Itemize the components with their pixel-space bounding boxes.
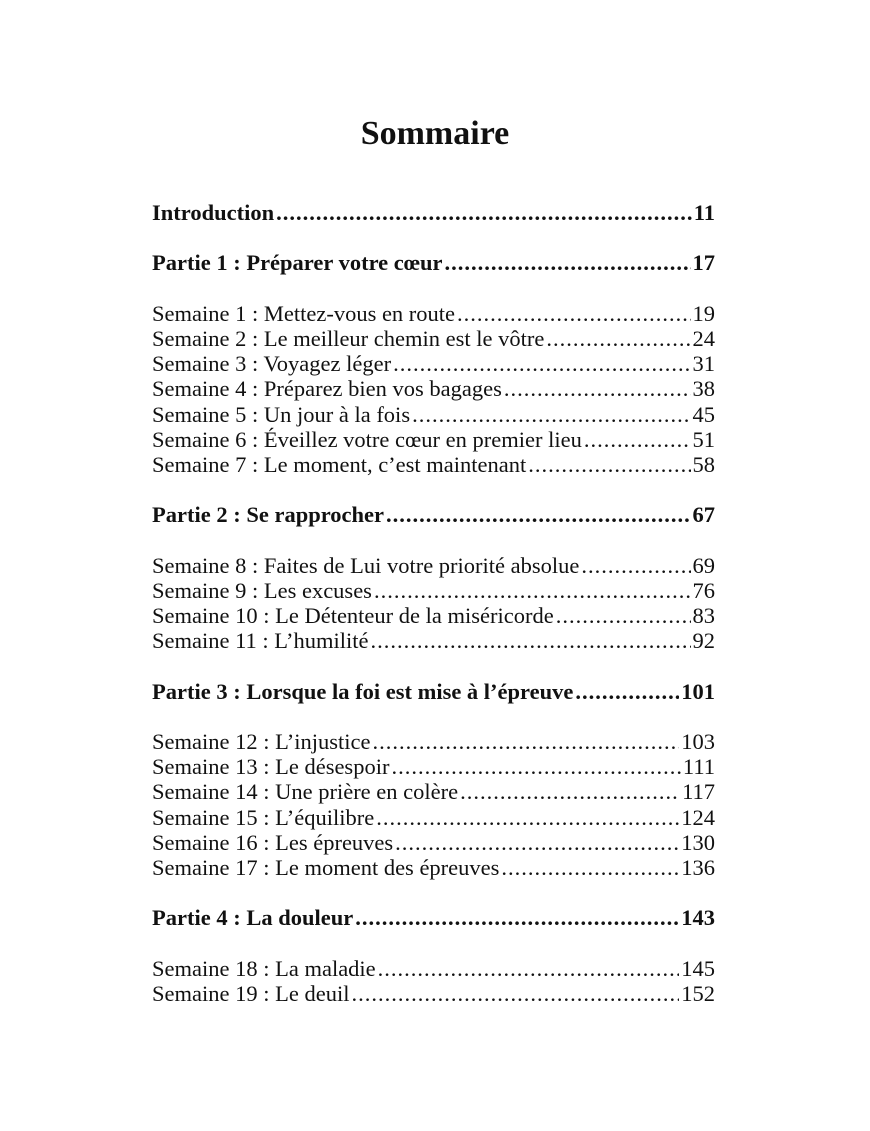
- toc-dot-leader: [575, 679, 679, 704]
- toc-spacer: [152, 225, 715, 250]
- toc-dot-leader: [378, 956, 680, 981]
- toc-dot-leader: [355, 905, 679, 930]
- toc-week-entry: [152, 603, 715, 628]
- toc-dot-leader: [395, 830, 679, 855]
- toc-week-entry: [152, 855, 715, 880]
- toc-page-number: 92: [692, 628, 715, 654]
- toc-entry-label: Semaine 8 : Faites de Lui votre priorité absolue: [152, 552, 580, 578]
- toc-dot-leader: [584, 427, 691, 452]
- toc-entry-label: Partie 2 : Se rapprocher: [152, 502, 385, 528]
- toc-page-number: 31: [692, 351, 715, 377]
- toc-entry-label: Semaine 5 : Un jour à la fois: [152, 401, 411, 427]
- toc-dot-leader: [501, 855, 679, 880]
- toc-dot-leader: [556, 603, 691, 628]
- toc-week-entry: [152, 981, 715, 1006]
- toc-part-entry: [152, 502, 715, 527]
- toc-entry-label: Semaine 17 : Le moment des épreuves: [152, 854, 500, 880]
- toc-dot-leader: [412, 402, 690, 427]
- toc-dot-leader: [546, 326, 690, 351]
- toc-week-entry: [152, 452, 715, 477]
- toc-week-entry: [152, 553, 715, 578]
- toc-page-number: 143: [681, 905, 715, 931]
- toc-week-entry: [152, 754, 715, 779]
- toc-entry-label: Semaine 14 : Une prière en colère: [152, 779, 459, 805]
- toc-dot-leader: [581, 553, 690, 578]
- toc-dot-leader: [393, 351, 690, 376]
- toc-dot-leader: [351, 981, 679, 1006]
- toc-spacer: [152, 930, 715, 955]
- toc-week-entry: [152, 427, 715, 452]
- toc-page-number: 58: [692, 451, 715, 477]
- toc-page-number: 19: [692, 300, 715, 326]
- toc-page-number: 103: [681, 728, 715, 754]
- toc-entry-label: Semaine 16 : Les épreuves: [152, 829, 394, 855]
- toc-week-entry: [152, 729, 715, 754]
- toc-dot-leader: [528, 452, 690, 477]
- toc-entry-label: Partie 1 : Préparer votre cœur: [152, 250, 443, 276]
- toc-week-entry: [152, 578, 715, 603]
- toc-entry-label: Semaine 1 : Mettez-vous en route: [152, 300, 456, 326]
- toc-page-number: 45: [692, 401, 715, 427]
- toc-page-number: 145: [681, 955, 715, 981]
- toc-entry-label: Semaine 7 : Le moment, c’est maintenant: [152, 451, 527, 477]
- toc-spacer: [152, 477, 715, 502]
- toc-page-number: 136: [681, 854, 715, 880]
- toc-page-number: 17: [692, 250, 715, 276]
- toc-entry-label: Semaine 13 : Le désespoir: [152, 754, 390, 780]
- toc-dot-leader: [386, 502, 690, 527]
- toc-dot-leader: [373, 729, 680, 754]
- page-title: Sommaire: [360, 115, 510, 152]
- toc-week-entry: [152, 830, 715, 855]
- toc-page-number: 101: [681, 678, 715, 704]
- toc-entry-label: Partie 4 : La douleur: [152, 905, 354, 931]
- toc-dot-leader: [445, 250, 691, 275]
- toc-page-number: 38: [692, 376, 715, 402]
- toc-page-number: 117: [682, 779, 715, 805]
- toc-page-number: 83: [692, 603, 715, 628]
- toc-entry-label: Semaine 18 : La maladie: [152, 955, 376, 981]
- toc-page-number: 67: [692, 502, 715, 528]
- toc-entry-label: Semaine 3 : Voyagez léger: [152, 351, 392, 377]
- toc-spacer: [152, 527, 715, 552]
- toc-spacer: [152, 880, 715, 905]
- toc-page-number: 69: [692, 552, 715, 578]
- toc-week-entry: [152, 326, 715, 351]
- toc-dot-leader: [460, 779, 680, 804]
- toc-page-number: 11: [693, 200, 715, 225]
- toc-entry-label: Semaine 11 : L’humilité: [152, 628, 369, 654]
- toc-entry-label: Semaine 9 : Les excuses: [152, 577, 372, 603]
- toc-part-entry: [152, 679, 715, 704]
- toc-part-entry: [152, 905, 715, 930]
- toc-entry-label: Semaine 4 : Préparez bien vos bagages: [152, 376, 502, 402]
- toc-page-number: 51: [692, 426, 715, 452]
- toc-page-number: 152: [681, 980, 715, 1006]
- toc-dot-leader: [374, 578, 691, 603]
- toc-page-number: 111: [682, 754, 715, 780]
- toc-page-number: 130: [681, 829, 715, 855]
- toc-spacer: [152, 276, 715, 301]
- toc-week-entry: [152, 956, 715, 981]
- toc-week-entry: [152, 402, 715, 427]
- toc-dot-leader: [391, 754, 680, 779]
- toc-week-entry: [152, 805, 715, 830]
- toc-week-entry: [152, 628, 715, 653]
- toc-entry-label: Partie 3 : Lorsque la foi est mise à l’épreuve: [152, 678, 574, 704]
- toc-dot-leader: [504, 376, 691, 401]
- toc-page-number: 24: [692, 325, 715, 351]
- toc-entry-label: Semaine 12 : L’injustice: [152, 728, 371, 754]
- toc-week-entry: [152, 779, 715, 804]
- toc-entry-label: Semaine 15 : L’équilibre: [152, 804, 375, 830]
- toc-page-number: 124: [681, 804, 715, 830]
- toc-dot-leader: [276, 200, 692, 225]
- toc-spacer: [152, 704, 715, 729]
- toc-part-entry: [152, 250, 715, 275]
- toc-entry-label: Semaine 19 : Le deuil: [152, 980, 350, 1006]
- toc-entry-label: Semaine 2 : Le meilleur chemin est le vôtre: [152, 325, 545, 351]
- toc-dot-leader: [376, 805, 679, 830]
- toc-page-number: 76: [692, 577, 715, 603]
- toc-entry-label: Semaine 10 : Le Détenteur de la miséricorde: [152, 603, 554, 628]
- toc-entry-label: Semaine 6 : Éveillez votre cœur en premier lieu: [152, 426, 582, 452]
- toc-dot-leader: [457, 301, 690, 326]
- toc-spacer: [152, 653, 715, 678]
- toc-week-entry: [152, 301, 715, 326]
- toc-dot-leader: [370, 628, 690, 653]
- table-of-contents: [152, 200, 715, 1006]
- toc-week-entry: [152, 376, 715, 401]
- toc-part-entry: [152, 200, 715, 225]
- toc-entry-label: Introduction: [152, 200, 275, 225]
- toc-week-entry: [152, 351, 715, 376]
